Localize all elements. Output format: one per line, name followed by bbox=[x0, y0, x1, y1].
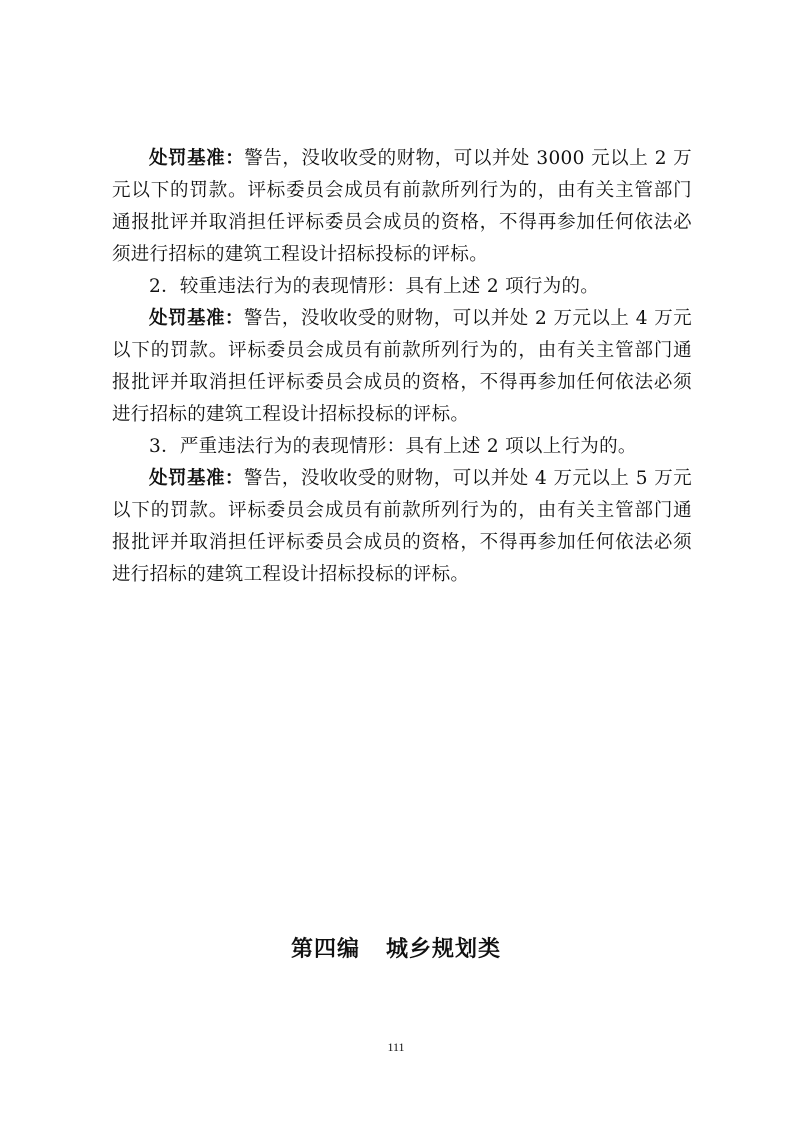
body-text bbox=[112, 143, 692, 591]
paragraph-penalty-basis-3 bbox=[112, 463, 692, 591]
paragraph-text: 警告，没收收受的财物，可以并处 3000 元以上 2 万元以下的罚款。评标委员会成员有前款所列行为的，由有关主管部门通报批评并取消担任评标委员会成员的资格，不得再参加任何依法必须进行招标的建筑工程设计招标投标的评标。 bbox=[112, 148, 692, 265]
paragraph-text: 2．较重违法行为的表现情形：具有上述 2 项行为的。 bbox=[149, 276, 600, 297]
penalty-basis-label: 处罚基准： bbox=[149, 308, 244, 329]
page-number: 111 bbox=[387, 1040, 405, 1054]
heading-title: 城乡规划类 bbox=[386, 937, 502, 962]
paragraph-penalty-basis-1 bbox=[112, 143, 692, 271]
penalty-basis-label: 处罚基准： bbox=[149, 468, 244, 489]
paragraph-serious-violation bbox=[112, 271, 692, 303]
section-heading bbox=[0, 932, 792, 963]
paragraph-text: 警告，没收收受的财物，可以并处 2 万元以上 4 万元以下的罚款。评标委员会成员有前款所列行为的，由有关主管部门通报批评并取消担任评标委员会成员的资格，不得再参加任何依法必须进行招标的建筑工程设计招标投标的评标。 bbox=[112, 308, 692, 425]
penalty-basis-label: 处罚基准： bbox=[149, 148, 245, 169]
paragraph-text: 警告，没收收受的财物，可以并处 4 万元以上 5 万元以下的罚款。评标委员会成员有前款所列行为的，由有关主管部门通报批评并取消担任评标委员会成员的资格，不得再参加任何依法必须进行招标的建筑工程设计招标投标的评标。 bbox=[112, 468, 692, 585]
paragraph-text: 3．严重违法行为的表现情形：具有上述 2 项以上行为的。 bbox=[149, 436, 637, 457]
paragraph-penalty-basis-2 bbox=[112, 303, 692, 431]
heading-part: 第四编 bbox=[290, 937, 360, 962]
paragraph-severe-violation bbox=[112, 431, 692, 463]
